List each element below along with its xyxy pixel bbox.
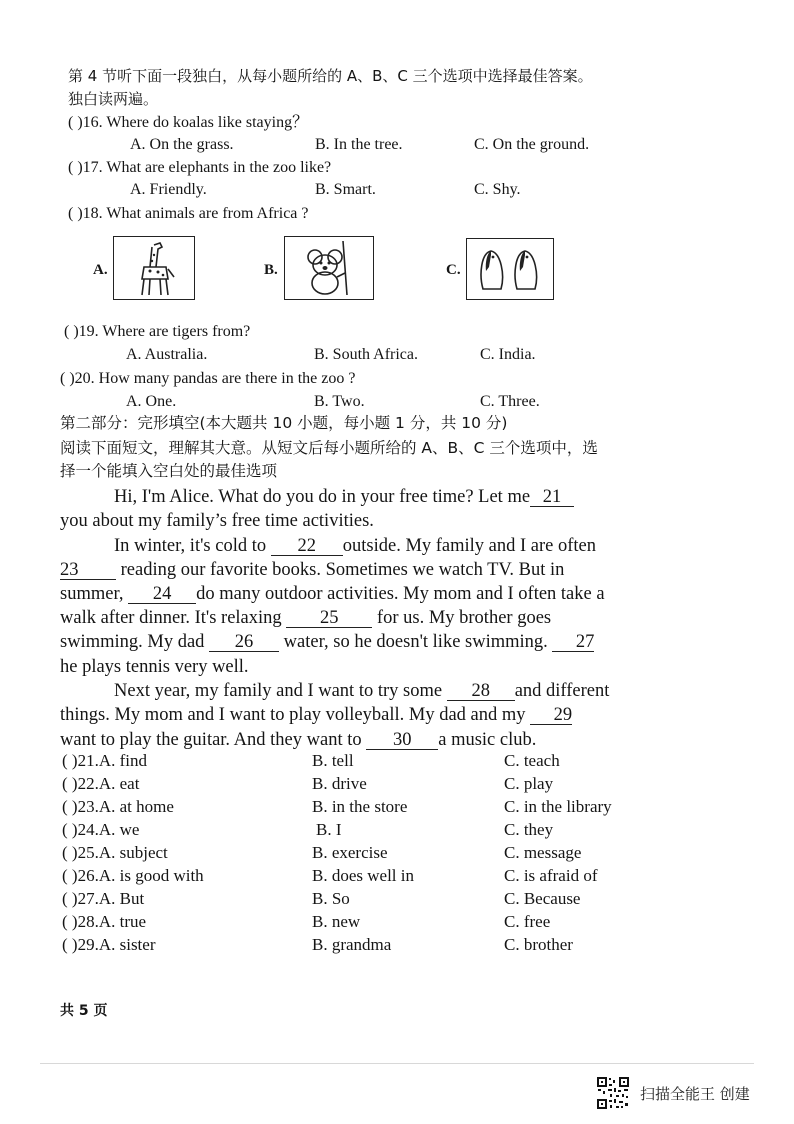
blank-28: 28 — [447, 682, 515, 701]
picture-option-c[interactable] — [466, 238, 554, 300]
q16-option-a: A. On the grass. — [130, 136, 234, 153]
q20-option-a: A. One. — [126, 393, 177, 410]
section4-instruction-line2: 独白读两遍。 — [68, 90, 159, 108]
answer-paren[interactable]: ( ) — [68, 114, 83, 131]
question-stem: 18. What animals are from Africa ? — [82, 205, 309, 222]
answer-paren[interactable]: ( ) — [62, 797, 78, 816]
penguins-icon — [467, 239, 553, 299]
option-26-c: C. is afraid of — [504, 866, 598, 885]
answer-paren[interactable]: ( ) — [62, 912, 78, 931]
page-total: 共 5 页 — [60, 1003, 108, 1019]
q20-option-c: C. Three. — [480, 393, 540, 410]
passage-line-3: In winter, it's cold to 22 outside. My family and I are often — [114, 536, 597, 556]
question-20 — [60, 369, 355, 389]
option-28-c: C. free — [504, 912, 551, 931]
option-row-23: ( )23.A. at home — [62, 797, 174, 816]
answer-paren[interactable]: ( ) — [64, 323, 79, 340]
answer-paren[interactable]: ( ) — [62, 866, 78, 885]
option-row-26: ( )26.A. is good with — [62, 866, 204, 885]
scanner-brand-text: 扫描全能王 创建 — [640, 1085, 750, 1103]
answer-paren[interactable]: ( ) — [68, 159, 83, 176]
option-21-c: C. teach — [504, 751, 560, 770]
passage-line-2: you about my family’s free time activities. — [60, 511, 374, 531]
answer-paren[interactable]: ( ) — [62, 820, 78, 839]
passage-line-4: 23 reading our favorite books. Sometimes we watch TV. But in — [60, 560, 565, 580]
q19-option-b: B. South Africa. — [314, 346, 418, 363]
question-stem: 19. Where are tigers from? — [78, 323, 251, 340]
option-27-c: C. Because — [504, 889, 581, 908]
picture-option-b[interactable] — [284, 236, 374, 300]
passage-line-7: swimming. My dad 26 water, so he doesn't like swimming. 27 — [60, 632, 595, 652]
answer-paren[interactable]: ( ) — [62, 843, 78, 862]
question-stem: 20. How many pandas are there in the zoo ? — [74, 370, 356, 387]
blank-30: 30 — [366, 731, 438, 750]
option-25-b: B. exercise — [312, 843, 388, 862]
q17-option-c: C. Shy. — [474, 181, 521, 198]
blank-22: 22 — [271, 537, 343, 556]
q16-option-b: B. In the tree. — [315, 136, 403, 153]
option-28-b: B. new — [312, 912, 361, 931]
answer-paren[interactable]: ( ) — [62, 935, 78, 954]
option-23-b: B. in the store — [312, 797, 408, 816]
question-stem: 16. Where do koalas like staying？ — [82, 114, 309, 131]
passage-line-10: things. My mom and I want to play volleyball. My dad and my 29 — [60, 705, 573, 725]
option-21-b: B. tell — [312, 751, 354, 770]
part2-instruction-line1: 阅读下面短文，理解其大意。从短文后每小题所给的 A、B、C 三个选项中，选 — [60, 439, 598, 457]
part2-instruction-line2: 择一个能填入空白处的最佳选项 — [60, 462, 278, 480]
option-23-c: C. in the library — [504, 797, 612, 816]
answer-paren[interactable]: ( ) — [60, 370, 75, 387]
blank-29: 29 — [530, 706, 572, 725]
section4-instruction-line1: 第 4 节听下面一段独白，从每小题所给的 A、B、C 三个选项中选择最佳答案。 — [68, 67, 593, 85]
picture-label-c: C. — [446, 262, 461, 278]
option-row-22: ( )22.A. eat — [62, 774, 140, 793]
blank-26: 26 — [209, 633, 279, 652]
option-row-21: ( )21.A. find — [62, 751, 147, 770]
q20-option-b: B. Two. — [314, 393, 365, 410]
option-row-29: ( )29.A. sister — [62, 935, 156, 954]
option-row-24: ( )24.A. we — [62, 820, 140, 839]
passage-line-9: Next year, my family and I want to try some 28 and different — [114, 681, 610, 701]
blank-21: 21 — [530, 488, 574, 507]
q16-option-c: C. On the ground. — [474, 136, 590, 153]
blank-24: 24 — [128, 585, 196, 604]
blank-25: 25 — [286, 609, 372, 628]
question-19 — [64, 322, 250, 342]
picture-label-a: A. — [93, 262, 108, 278]
question-18 — [68, 204, 309, 224]
question-stem: 17. What are elephants in the zoo like? — [82, 159, 332, 176]
passage-line-1: Hi, I'm Alice. What do you do in your free time? Let me 21 — [114, 485, 574, 509]
passage-line-6: walk after dinner. It's relaxing 25 for us. My brother goes — [60, 608, 552, 628]
passage-line-11: want to play the guitar. And they want to 30 a music club. — [60, 730, 537, 750]
passage-line-8: he plays tennis very well. — [60, 657, 249, 677]
blank-27: 27 — [552, 633, 594, 652]
blank-23: 23 — [60, 561, 116, 580]
passage-line-5: summer, 24 do many outdoor activities. My mom and I often take a — [60, 584, 605, 604]
option-25-c: C. message — [504, 843, 582, 862]
option-24-b: B. I — [316, 820, 342, 839]
answer-paren[interactable]: ( ) — [68, 205, 83, 222]
answer-paren[interactable]: ( ) — [62, 751, 78, 770]
answer-paren[interactable]: ( ) — [62, 889, 78, 908]
option-row-27: ( )27.A. But — [62, 889, 145, 908]
option-26-b: B. does well in — [312, 866, 414, 885]
question-16 — [68, 113, 308, 133]
part2-heading: 第二部分：完形填空(本大题共 10 小题，每小题 1 分，共 10 分) — [60, 414, 508, 432]
option-22-c: C. play — [504, 774, 554, 793]
option-24-c: C. they — [504, 820, 554, 839]
q17-option-a: A. Friendly. — [130, 181, 207, 198]
qr-code-icon — [596, 1076, 630, 1110]
picture-option-a[interactable] — [113, 236, 195, 300]
picture-label-b: B. — [264, 262, 278, 278]
option-row-28: ( )28.A. true — [62, 912, 147, 931]
koala-icon — [285, 237, 373, 299]
question-17 — [68, 158, 331, 178]
option-row-25: ( )25.A. subject — [62, 843, 168, 862]
option-27-b: B. So — [312, 889, 350, 908]
q19-option-a: A. Australia. — [126, 346, 208, 363]
option-29-b: B. grandma — [312, 935, 392, 954]
footer-divider — [40, 1063, 754, 1064]
giraffe-icon — [114, 237, 194, 299]
option-29-c: C. brother — [504, 935, 573, 954]
q19-option-c: C. India. — [480, 346, 536, 363]
q17-option-b: B. Smart. — [315, 181, 376, 198]
answer-paren[interactable]: ( ) — [62, 774, 78, 793]
option-22-b: B. drive — [312, 774, 367, 793]
